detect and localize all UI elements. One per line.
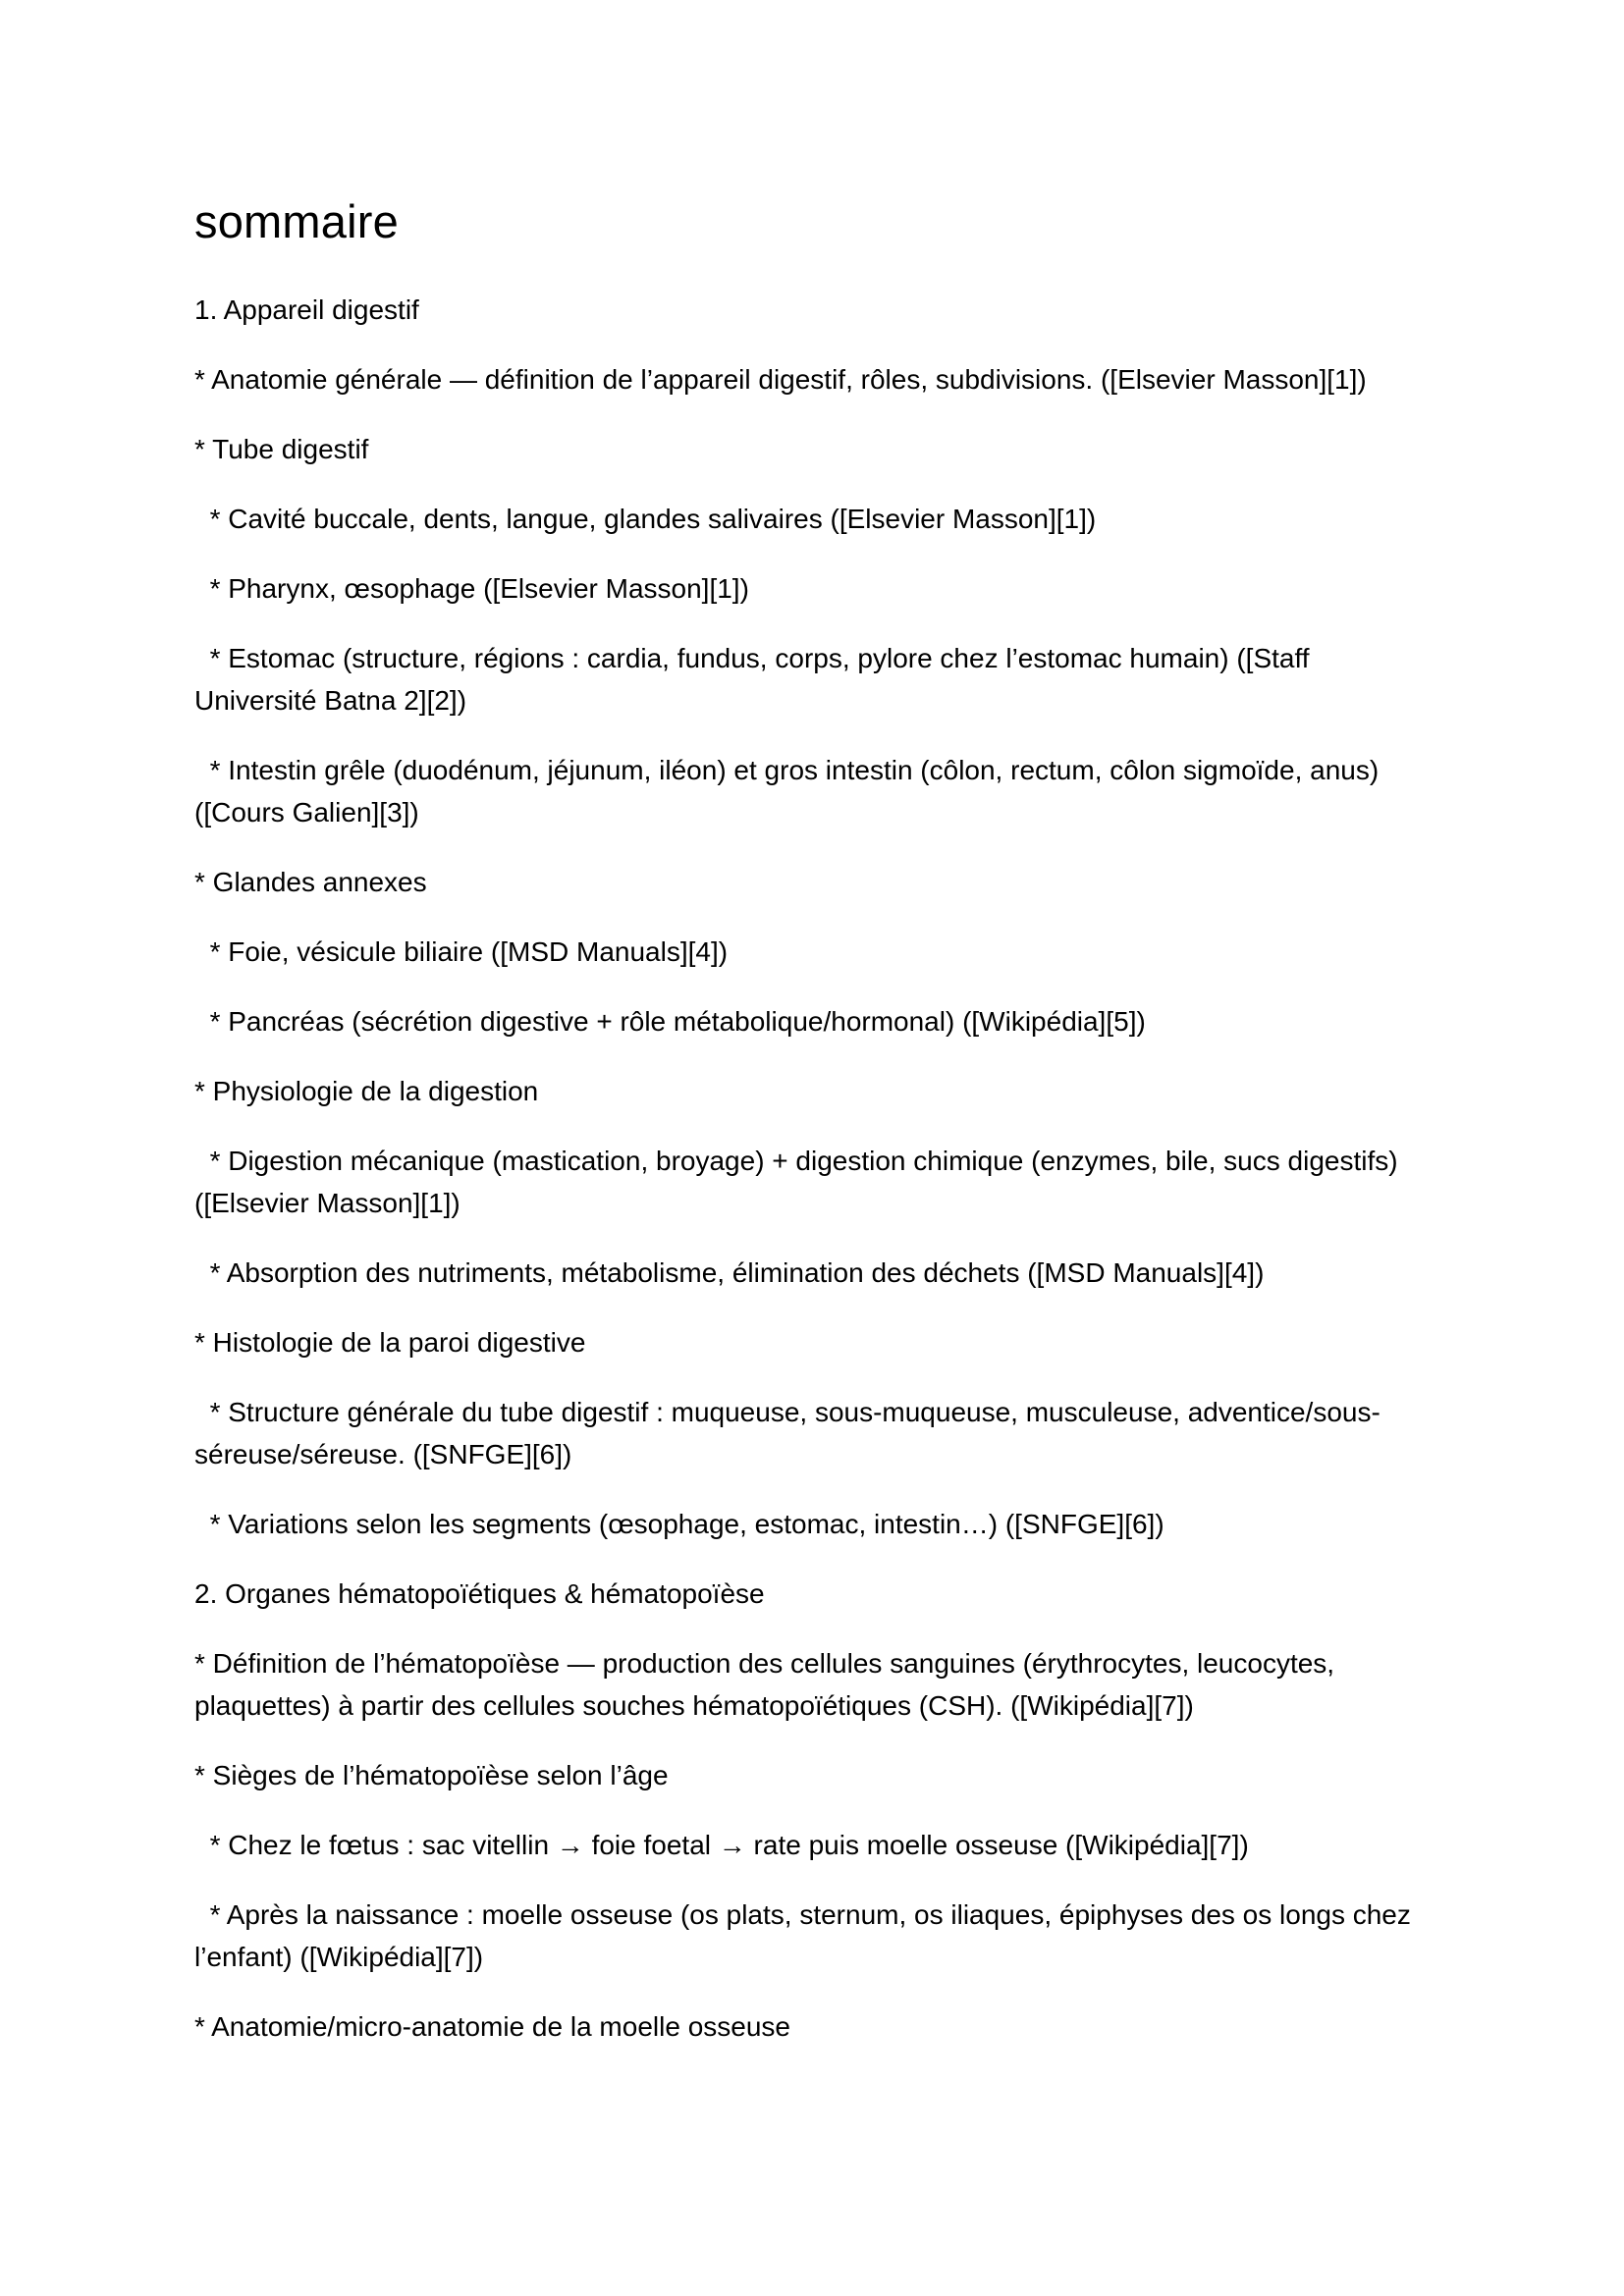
list-item-moelle-osseuse: * Anatomie/micro-anatomie de la moelle osseuse <box>194 2011 790 2042</box>
sub-list-item-apres-naissance: * Après la naissance : moelle osseuse (os plats, sternum, os iliaques, épiphyses des os longs chez l’enfant) ([Wikipédia][7]) <box>194 1899 1419 1972</box>
sub-list-item-digestion: * Digestion mécanique (mastication, broyage) + digestion chimique (enzymes, bile, sucs digestifs) ([Elsevier Masson][1]) <box>194 1146 1406 1218</box>
page-title: sommaire <box>194 195 399 247</box>
list-item-tube-digestif: * Tube digestif <box>194 434 369 464</box>
list-item-histologie: * Histologie de la paroi digestive <box>194 1327 586 1358</box>
sub-list-item-foetus: * Chez le fœtus : sac vitellin → foie foetal → rate puis moelle osseuse ([Wikipédia][7]) <box>194 1830 1249 1860</box>
section-heading-hematopoiese: 2. Organes hématopoïétiques & hématopoïèse <box>194 1578 765 1609</box>
list-item-definition-hematopoiese: * Définition de l’hématopoïèse — production des cellules sanguines (érythrocytes, leucocytes, plaquettes) à partir des cellules souches hématopoïétiques (CSH). ([Wikipédia][7]) <box>194 1648 1342 1721</box>
sub-list-item-intestin: * Intestin grêle (duodénum, jéjunum, iléon) et gros intestin (côlon, rectum, côlon sigmoïde, anus) ([Cours Galien][3]) <box>194 755 1386 828</box>
sub-list-item-estomac: * Estomac (structure, régions : cardia, fundus, corps, pylore chez l’estomac humain) ([Staff Université Batna 2][2]) <box>194 643 1318 716</box>
document-body <box>194 289 1434 2075</box>
sub-list-item-absorption: * Absorption des nutriments, métabolisme, élimination des déchets ([MSD Manuals][4]) <box>194 1257 1265 1288</box>
section-heading-appareil-digestif: 1. Appareil digestif <box>194 294 419 325</box>
sub-list-item-pancreas: * Pancréas (sécrétion digestive + rôle métabolique/hormonal) ([Wikipédia][5]) <box>194 1006 1146 1037</box>
sub-list-item-variations: * Variations selon les segments (œsophage, estomac, intestin…) ([SNFGE][6]) <box>194 1509 1164 1539</box>
list-item-sieges: * Sièges de l’hématopoïèse selon l’âge <box>194 1760 669 1790</box>
sub-list-item-foie: * Foie, vésicule biliaire ([MSD Manuals][4]) <box>194 936 729 967</box>
sub-list-item-structure-generale: * Structure générale du tube digestif : muqueuse, sous-muqueuse, musculeuse, adventice/sous-séreuse/séreuse. ([SNFGE][6]) <box>194 1397 1380 1469</box>
list-item-anatomie-generale: * Anatomie générale — définition de l’appareil digestif, rôles, subdivisions. ([Elsevier Masson][1]) <box>194 364 1367 395</box>
list-item-glandes-annexes: * Glandes annexes <box>194 867 427 897</box>
sub-list-item-cavite-buccale: * Cavité buccale, dents, langue, glandes salivaires ([Elsevier Masson][1]) <box>194 504 1097 534</box>
sub-list-item-pharynx: * Pharynx, œsophage ([Elsevier Masson][1]) <box>194 573 749 604</box>
list-item-physiologie: * Physiologie de la digestion <box>194 1076 539 1106</box>
